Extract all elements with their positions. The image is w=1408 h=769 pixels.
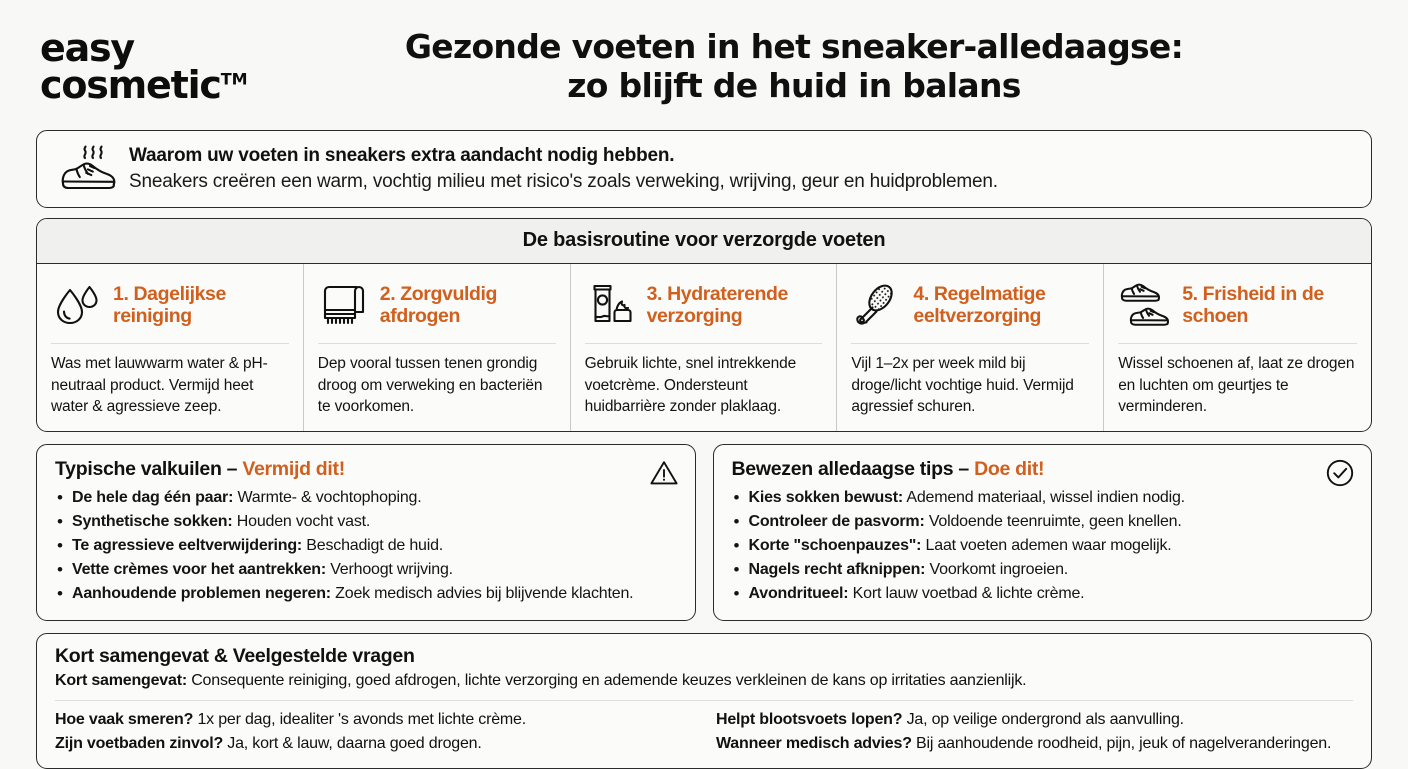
faq-divider (55, 700, 1353, 701)
faq-column-left (55, 708, 692, 755)
towel-icon (318, 280, 370, 330)
tip-term: Nagels recht afknippen: (748, 560, 926, 578)
routine-step-3-top (585, 276, 823, 334)
brand-line-2 (40, 63, 248, 108)
routine-step-1 (37, 264, 304, 431)
faq-question: Helpt blootsvoets lopen? (716, 711, 903, 729)
intro-text-block (129, 143, 1353, 194)
tip-term: Controleer de pasvorm: (748, 512, 925, 530)
tip-term: Kies sokken bewust: (748, 488, 903, 506)
tip-desc: Laat voeten ademen waar mogelijk. (921, 536, 1172, 554)
foot-file-icon (851, 280, 903, 330)
routine-card-header: De basisroutine voor verzorgde voeten (37, 219, 1371, 264)
list-item (732, 486, 1354, 510)
tips-heading (732, 458, 1354, 481)
page-title-line-2: zo blijft de huid in balans (567, 65, 1021, 105)
pitfall-term: De hele dag één paar: (72, 488, 234, 506)
pitfall-term: Te agressieve eeltverwijdering: (72, 536, 303, 554)
page-header (36, 22, 1372, 126)
tips-panel (713, 444, 1373, 621)
routine-step-3-title: 3. Hydraterende verzorging (646, 282, 788, 328)
panels-row (36, 444, 1372, 621)
routine-step-2-body: Dep vooral tussen tenen grondig droog om verweking en bacteriën te voorkomen. (317, 355, 543, 415)
faq-column-right (716, 708, 1353, 755)
faq-answer: Ja, kort & lauw, daarna goed drogen. (223, 735, 482, 753)
faq-answer: Ja, op veilige ondergrond als aanvulling. (902, 711, 1184, 729)
routine-step-2-divider (318, 343, 556, 344)
brand-line-1: easy (40, 26, 135, 70)
pitfall-desc: Houden vocht vast. (232, 512, 371, 530)
pitfall-desc: Warmte- & vochtophoping. (233, 488, 422, 506)
faq-columns (55, 708, 1353, 755)
page-title (336, 22, 1372, 106)
cream-tube-icon (585, 280, 637, 330)
tips-heading-plain: Bewezen alledaagse tips – (731, 457, 975, 480)
warning-triangle-icon (649, 458, 679, 488)
list-item (55, 510, 677, 534)
faq-item (716, 732, 1353, 756)
tip-desc: Voorkomt ingroeien. (925, 560, 1069, 578)
routine-step-4-title: 4. Regelmatige eeltverzorging (913, 282, 1046, 328)
pitfalls-panel (36, 444, 696, 621)
routine-step-5-title: 5. Frisheid in de schoen (1182, 282, 1324, 328)
routine-step-3-body: Gebruik lichte, snel intrekkende voetcrème. Ondersteunt huidbarrière zonder plaklaag. (584, 355, 797, 415)
list-item (732, 582, 1354, 606)
pitfall-term: Vette crèmes voor het aantrekken: (72, 560, 326, 578)
routine-step-5-body: Wissel schoenen af, laat ze drogen en luchten om geurtjes te verminderen. (1118, 355, 1355, 415)
routine-step-5 (1104, 264, 1371, 431)
faq-item (716, 708, 1353, 732)
faq-question: Hoe vaak smeren? (55, 711, 194, 729)
pitfalls-list (55, 486, 677, 606)
list-item (55, 582, 677, 606)
routine-step-3 (571, 264, 838, 431)
intro-headline: Waarom uw voeten in sneakers extra aandacht nodig hebben. (129, 145, 675, 166)
pitfall-desc: Beschadigt de huid. (302, 536, 444, 554)
faq-question: Wanneer medisch advies? (716, 735, 912, 753)
faq-question: Zijn voetbaden zinvol? (55, 735, 224, 753)
routine-step-4 (837, 264, 1104, 431)
routine-step-1-top (51, 276, 289, 334)
tip-desc: Voldoende teenruimte, geen knellen. (924, 512, 1182, 530)
pitfall-desc: Zoek medisch advies bij blijvende klachten. (330, 584, 634, 602)
brand-logo (36, 22, 336, 108)
faq-card (36, 633, 1372, 769)
pitfalls-heading-plain: Typische valkuilen – (55, 457, 243, 480)
routine-step-4-top (851, 276, 1089, 334)
faq-item (55, 732, 692, 756)
pitfalls-heading-accent: Vermijd dit! (242, 457, 345, 480)
faq-summary-text: Consequente reiniging, goed afdrogen, lichte verzorging en ademende keuzes verkleinen de kans op irritaties aanzienlijk. (186, 671, 1027, 689)
faq-answer: 1x per dag, idealiter 's avonds met lichte crème. (193, 711, 526, 729)
list-item (732, 510, 1354, 534)
pitfall-term: Synthetische sokken: (72, 512, 233, 530)
brand-line-2-text: cosmetic (40, 63, 221, 108)
list-item (55, 558, 677, 582)
pitfall-term: Aanhoudende problemen negeren: (72, 584, 331, 602)
faq-summary (55, 670, 1353, 692)
intro-banner (36, 130, 1372, 208)
sneaker-steam-icon (55, 145, 129, 193)
tips-heading-accent: Doe dit! (974, 457, 1045, 480)
faq-summary-label: Kort samengevat: (55, 671, 187, 689)
routine-step-2-title: 2. Zorgvuldig afdrogen (379, 282, 498, 328)
faq-title: Kort samengevat & Veelgestelde vragen (55, 644, 415, 667)
routine-step-4-divider (851, 343, 1089, 344)
routine-step-1-divider (51, 343, 289, 344)
list-item (732, 558, 1354, 582)
tip-desc: Kort lauw voetbad & lichte crème. (848, 584, 1085, 602)
pitfalls-heading (55, 458, 677, 481)
page-title-line-1: Gezonde voeten in het sneaker-alledaagse: (404, 27, 1184, 66)
list-item (55, 486, 677, 510)
routine-step-2-top (318, 276, 556, 334)
intro-subline: Sneakers creëren een warm, vochtig milieu met risico's zoals verweking, wrijving, geur en huidproblemen. (129, 170, 998, 192)
tips-list (732, 486, 1354, 606)
routine-step-1-body: Was met lauwwarm water & pH-neutraal product. Vermijd heet water & agressieve zeep. (51, 355, 268, 415)
tip-desc: Ademend materiaal, wissel indien nodig. (902, 488, 1185, 506)
routine-step-3-divider (585, 343, 823, 344)
tip-term: Korte "schoenpauzes": (748, 536, 922, 554)
trademark-mark: TM (220, 69, 248, 89)
check-circle-icon (1325, 458, 1355, 488)
pitfall-desc: Verhoogt wrijving. (325, 560, 453, 578)
list-item (732, 534, 1354, 558)
routine-step-5-top (1118, 276, 1357, 334)
faq-answer: Bij aanhoudende roodheid, pijn, jeuk of nagelveranderingen. (911, 735, 1332, 753)
tip-term: Avondritueel: (748, 584, 849, 602)
routine-step-5-divider (1118, 343, 1357, 344)
routine-step-1-title: 1. Dagelijkse reiniging (113, 282, 226, 328)
two-sneakers-icon (1118, 280, 1172, 330)
faq-item (55, 708, 692, 732)
list-item (55, 534, 677, 558)
routine-columns (37, 264, 1371, 431)
routine-card (36, 218, 1372, 432)
water-drops-icon (51, 280, 103, 330)
routine-step-2 (304, 264, 571, 431)
routine-step-4-body: Vijl 1–2x per week mild bij droge/licht vochtige huid. Vermijd agressief schuren. (851, 355, 1074, 415)
